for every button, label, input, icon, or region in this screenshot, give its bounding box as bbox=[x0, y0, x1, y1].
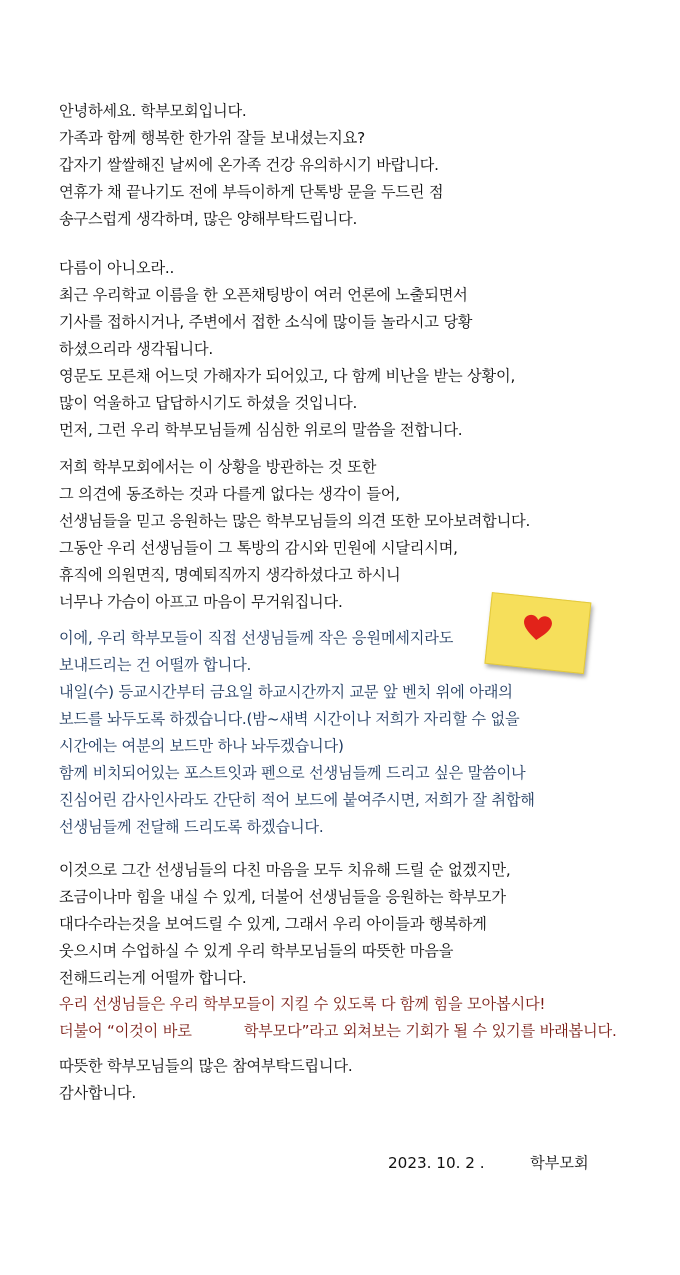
situation-line: 다름이 아니오라.. bbox=[59, 259, 175, 277]
position-line: 너무나 가슴이 아프고 마음이 무거워집니다. bbox=[59, 593, 343, 611]
hope-line: 전해드리는게 어떨까 합니다. bbox=[59, 969, 247, 987]
greeting-line: 송구스럽게 생각하며, 많은 양해부탁드립니다. bbox=[59, 210, 358, 228]
situation-paragraph bbox=[59, 255, 659, 444]
position-line: 저희 학부모회에서는 이 상황을 방관하는 것 또한 bbox=[59, 458, 377, 476]
position-line: 그 의견에 동조하는 것과 다를게 없다는 생각이 들어, bbox=[59, 485, 400, 503]
position-line: 선생님들을 믿고 응원하는 많은 학부모님들의 의견 또한 모아보려합니다. bbox=[59, 512, 531, 530]
hope-paragraph bbox=[59, 857, 659, 992]
hope-line: 이것으로 그간 선생님들의 다친 마음을 모두 치유해 드릴 순 없겠지만, bbox=[59, 861, 511, 879]
hope-line: 웃으시며 수업하실 수 있게 우리 학부모님들의 따뜻한 마음을 bbox=[59, 942, 454, 960]
proposal-line: 내일(수) 등교시간부터 금요일 하교시간까지 교문 앞 벤치 위에 아래의 bbox=[59, 683, 513, 701]
closing-line: 감사합니다. bbox=[59, 1084, 136, 1102]
situation-line: 영문도 모른채 어느덧 가해자가 되어있고, 다 함께 비난을 받는 상황이, bbox=[59, 367, 516, 385]
appeal-line-2-end: 학부모다”라고 외쳐보는 기회가 될 수 있기를 바래봅니다. bbox=[243, 1022, 617, 1040]
proposal-line: 선생님들께 전달해 드리도록 하겠습니다. bbox=[59, 818, 324, 836]
situation-line: 먼저, 그런 우리 학부모님들께 심심한 위로의 말씀을 전합니다. bbox=[59, 421, 463, 439]
greeting-paragraph bbox=[59, 98, 659, 233]
situation-line: 하셨으리라 생각됩니다. bbox=[59, 340, 213, 358]
greeting-line: 연휴가 채 끝나기도 전에 부득이하게 단톡방 문을 두드린 점 bbox=[59, 183, 444, 201]
letter-signature: 학부모회 bbox=[530, 1154, 589, 1172]
hope-line: 대다수라는것을 보여드릴 수 있게, 그래서 우리 아이들과 행복하게 bbox=[59, 915, 487, 933]
closing-paragraph bbox=[59, 1053, 659, 1107]
proposal-line: 보내드리는 건 어떨까 합니다. bbox=[59, 656, 252, 674]
closing-line: 따뜻한 학부모님들의 많은 참여부탁드립니다. bbox=[59, 1057, 353, 1075]
appeal-line-2-start: 더불어 “이것이 바로 bbox=[59, 1022, 192, 1040]
appeal-line-2 bbox=[59, 1018, 659, 1045]
position-line: 그동안 우리 선생님들이 그 톡방의 감시와 민원에 시달리시며, bbox=[59, 539, 458, 557]
proposal-line: 시간에는 여분의 보드만 하나 놔두겠습니다) bbox=[59, 737, 344, 755]
letter-date: 2023. 10. 2 . bbox=[388, 1154, 485, 1172]
appeal-line: 우리 선생님들은 우리 학부모들이 지킬 수 있도록 다 함께 힘을 모아봅시다! bbox=[59, 995, 546, 1013]
position-paragraph bbox=[59, 454, 659, 616]
proposal-line: 함께 비치되어있는 포스트잇과 펜으로 선생님들께 드리고 싶은 말씀이나 bbox=[59, 764, 526, 782]
position-line: 휴직에 의원면직, 명예퇴직까지 생각하셨다고 하시니 bbox=[59, 566, 401, 584]
situation-line: 최근 우리학교 이름을 한 오픈채팅방이 여러 언론에 노출되면서 bbox=[59, 286, 468, 304]
proposal-line: 이에, 우리 학부모들이 직접 선생님들께 작은 응원메세지라도 bbox=[59, 629, 454, 647]
proposal-line: 보드를 놔두도록 하겠습니다.(밤~새벽 시간이나 저희가 자리할 수 없을 bbox=[59, 710, 520, 728]
situation-line: 많이 억울하고 답답하시기도 하셨을 것입니다. bbox=[59, 394, 358, 412]
greeting-line: 안녕하세요. 학부모회입니다. bbox=[59, 102, 247, 120]
proposal-line: 진심어린 감사인사라도 간단히 적어 보드에 붙여주시면, 저희가 잘 취합해 bbox=[59, 791, 535, 809]
proposal-paragraph bbox=[59, 625, 659, 841]
appeal-paragraph bbox=[59, 991, 659, 1045]
situation-line: 기사를 접하시거나, 주변에서 접한 소식에 많이들 놀라시고 당황 bbox=[59, 313, 473, 331]
hope-line: 조금이나마 힘을 내실 수 있게, 더불어 선생님들을 응원하는 학부모가 bbox=[59, 888, 506, 906]
greeting-line: 가족과 함께 행복한 한가위 잘들 보내셨는지요? bbox=[59, 129, 365, 147]
greeting-line: 갑자기 쌀쌀해진 날씨에 온가족 건강 유의하시기 바랍니다. bbox=[59, 156, 439, 174]
